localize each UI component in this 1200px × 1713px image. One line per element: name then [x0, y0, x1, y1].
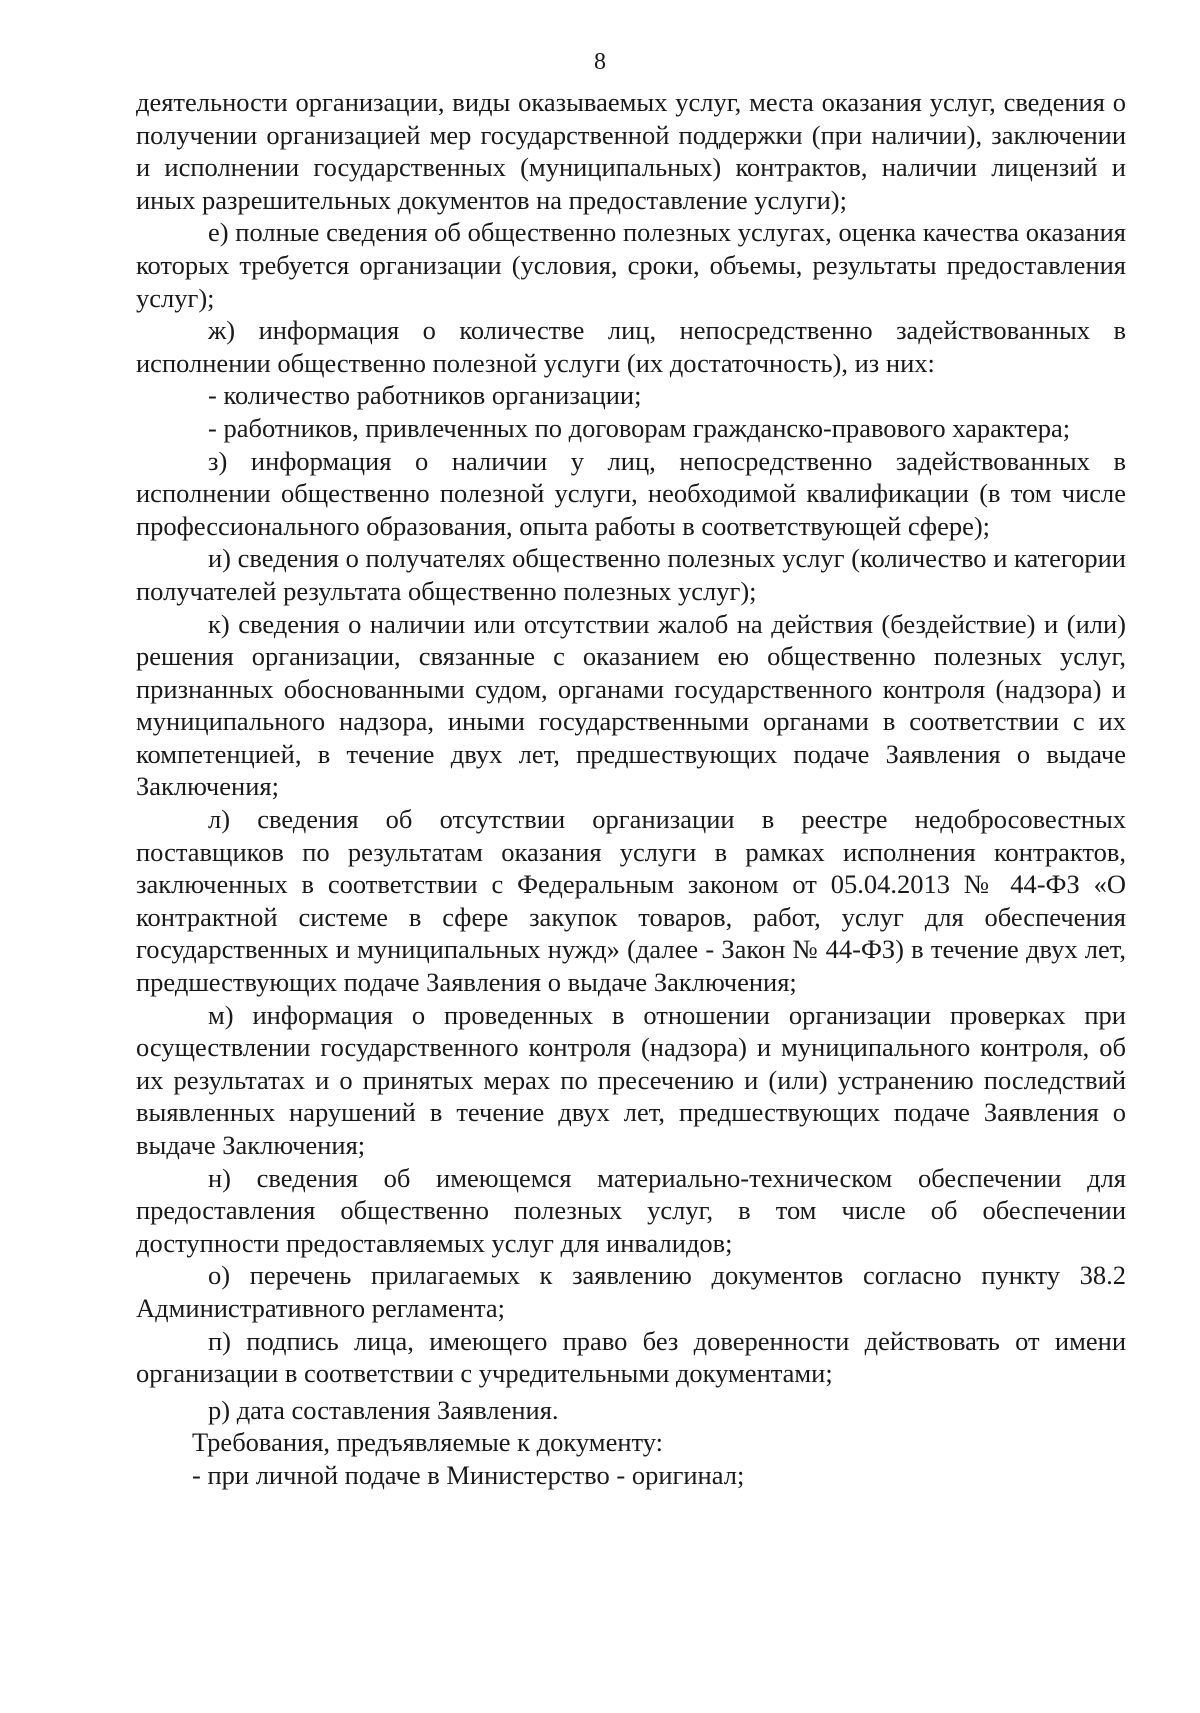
- paragraph-item-i: и) сведения о получателях общественно полезных услуг (количество и категории получателей результата общественно полезных услуг);: [136, 543, 1126, 606]
- page-number: 8: [594, 49, 606, 75]
- paragraph-item-m: м) информация о проведенных в отношении организации проверках при осуществлении государственного контроля (надзора) и муниципального контроля, об их результатах и о принятых мерах по пресечению и (или) устранению последствий выявленных нарушений в течение двух лет, предшествующих подаче Заявления о выдаче Заключения;: [136, 999, 1126, 1160]
- paragraph-continuation: деятельности организации, виды оказываемых услуг, места оказания услуг, сведения о получении организацией мер государственной поддержки (при наличии), заключении и исполнении государственных (муниципальных) контрактов, наличии лицензий и иных разрешительных документов на предоставление услуги);: [136, 87, 1126, 215]
- paragraph-item-p: п) подпись лица, имеющего право без доверенности действовать от имени организации в соответствии с учредительными документами;: [136, 1325, 1126, 1389]
- paragraph-item-o: о) перечень прилагаемых к заявлению документов согласно пункту 38.2 Административного регламента;: [136, 1260, 1126, 1323]
- paragraph-item-k: к) сведения о наличии или отсутствии жалоб на действия (бездействие) и (или) решения организации, связанные с оказанием ею общественно полезных услуг, признанных обоснованными судом, органами государственного контроля (надзора) и муниципального надзора, иными государственными органами в соответствии с их компетенцией, в течение двух лет, предшествующих подаче Заявления о выдаче Заключения;: [136, 608, 1126, 802]
- paragraph-item-e: е) полные сведения об общественно полезных услугах, оценка качества оказания которых требуется организации (условия, сроки, объемы, результаты предоставления услуг);: [136, 217, 1126, 313]
- paragraph-item-r: р) дата составления Заявления.: [208, 1394, 559, 1425]
- paragraph-item-n: н) сведения об имеющемся материально-техническом обеспечении для предоставления общественно полезных услуг, в том числе об обеспечении доступности предоставляемых услуг для инвалидов;: [136, 1162, 1126, 1258]
- paragraph-requirements-heading: Требования, предъявляемые к документу:: [192, 1427, 664, 1458]
- paragraph-sub-contractors: - работников, привлеченных по договорам гражданско-правового характера;: [208, 412, 1071, 443]
- paragraph-requirement-original: - при личной подаче в Министерство - оригинал;: [192, 1459, 745, 1490]
- paragraph-sub-employees: - количество работников организации;: [208, 380, 642, 411]
- document-body: [136, 86, 1126, 1492]
- paragraph-item-zh: ж) информация о количестве лиц, непосредственно задействованных в исполнении общественно полезной услуги (их достаточность), из них:: [136, 315, 1126, 378]
- paragraph-item-z: з) информация о наличии у лиц, непосредственно задействованных в исполнении общественно полезной услуги, необходимой квалификации (в том числе профессионального образования, опыта работы в соответствующей сфере);: [136, 445, 1126, 541]
- paragraph-item-l: л) сведения об отсутствии организации в реестре недобросовестных поставщиков по результатам оказания услуги в рамках исполнения контрактов, заключенных в соответствии с Федеральным законом от 05.04.2013 № 44-ФЗ «О контрактной системе в сфере закупок товаров, работ, услуг для обеспечения государственных и муниципальных нужд» (далее - Закон № 44-ФЗ) в течение двух лет, предшествующих подаче Заявления о выдаче Заключения;: [136, 804, 1126, 998]
